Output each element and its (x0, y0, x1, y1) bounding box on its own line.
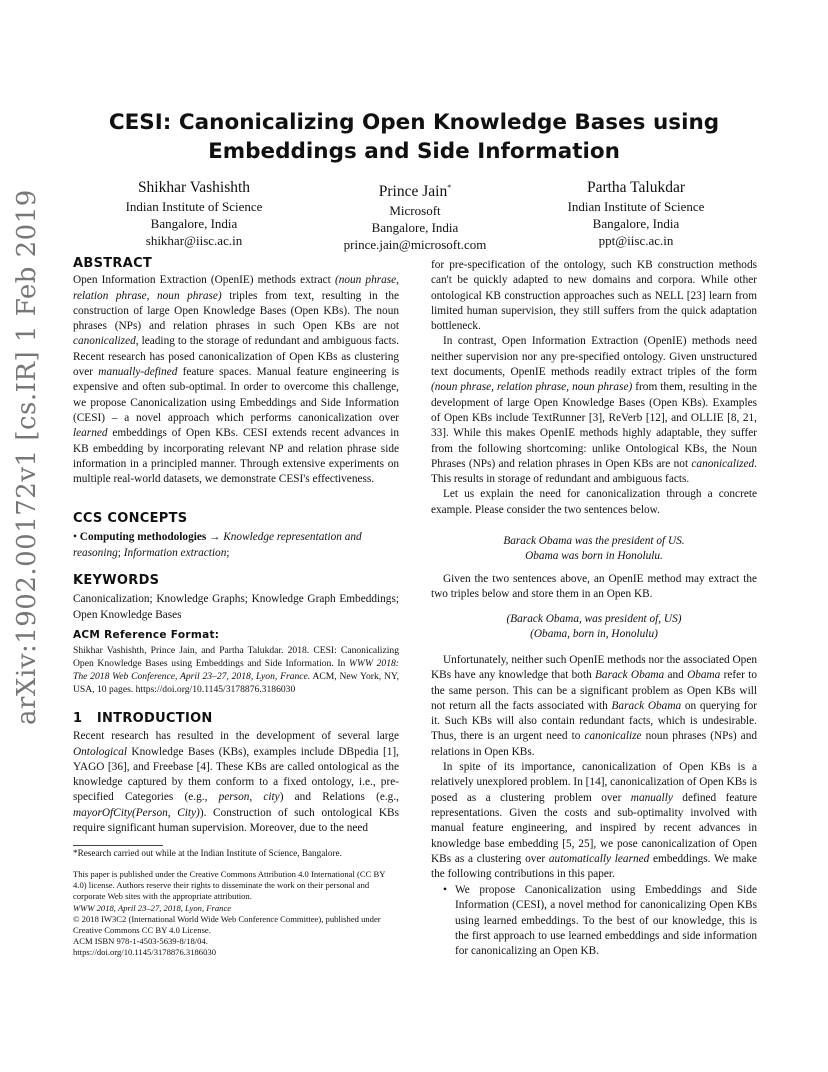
acm-reference-heading: ACM Reference Format: (73, 629, 220, 641)
author-affiliation: Microsoft (389, 203, 441, 219)
example-sentence: Obama was born in Honolulu. (525, 550, 663, 563)
ccs-text: • Computing methodologies → Knowledge representation and reasoning; Information extraction; (73, 531, 362, 559)
acm-reference (73, 629, 399, 696)
paragraph: Given the two sentences above, an OpenIE method may extract the two triples below and store them in an Open KB. (431, 573, 757, 601)
introduction-text: Recent research has resulted in the development of several large Ontological Knowledge Bases (KBs), examples include DBpedia [1], YAGO [36], and Freebase [4]. These KBs are called ontological as the knowledge captured by them conform to a fixed ontology, i.e., pre-specified Categories (e.g., person, city) and Relations (e.g., mayorOfCity(Person, City)). Construction of such ontological KBs require significant human supervision. Moreover, due to the need (73, 730, 399, 835)
acm-reference-text: Shikhar Vashishth, Prince Jain, and Partha Talukdar. 2018. CESI: Canonicalizing Open Knowledge Bases using Embeddings and Side Information. In WWW 2018: The 2018 Web Conference, April 23–27, 2018, Lyon, France. ACM, New York, NY, USA, 10 pages. https://doi.org/10.1145/3178876.3186030 (73, 645, 399, 695)
keywords-text: Canonicalization; Knowledge Graphs; Knowledge Graph Embeddings; Open Knowledge Bases (73, 593, 399, 621)
abstract-section (73, 256, 399, 487)
author-footnote-mark: * (447, 183, 452, 192)
introduction-heading: 1 INTRODUCTION (73, 711, 213, 726)
example-triple: (Barack Obama, was president of, US) (506, 613, 682, 625)
author-block-3 (516, 178, 756, 249)
author-name: Shikhar Vashishth (137, 179, 251, 196)
paragraph: In contrast, Open Information Extraction (OpenIE) methods need neither supervision nor any pre-specified ontology. Given unstructured text documents, OpenIE methods readily extract triples of the form (noun phrase, relation phrase, noun phrase) from them, resulting in the development of large Open Knowledge Bases (Open KBs). Examples of Open KBs include TextRunner [3], ReVerb [12], and OLLIE [8, 21, 33]. While this makes OpenIE methods highly adaptable, they suffer from the following shortcoming: unlike Ontological KBs, the Noun Phrases (NPs) and relation phrases in Open KBs are not canonicalized. This results in storage of redundant and ambiguous facts. (431, 335, 757, 486)
author-name: Prince Jain (378, 183, 448, 201)
title-line-1: CESI: Canonicalizing Open Knowledge Bases using (108, 110, 720, 135)
paragraph: for pre-specification of the ontology, such KB construction methods can't be quickly adapted to new domains and corpora. While other ontological KB construction approaches such as NELL [23] learn from limited human supervision, they still suffers from the quick adaptation bottleneck. (431, 259, 757, 333)
paragraph: In spite of its importance, canonicalization of Open KBs is a relatively unexplored problem. In [14], canonicalization of Open KBs is posed as a clustering problem over manually defined feature representations. Given the costs and sub-optimality involved with manual feature engineering, and inspired by recent advances in knowledge base embedding [5, 25], we pose canonicalization of Open KBs as a clustering over automatically learned embeddings. We make the following contributions in this paper. (431, 761, 757, 881)
license-block: This paper is published under the Creative Commons Attribution 4.0 International (CC BY 4.0) license. Authors reserve their rights to disseminate the work on their personal and corporate Web sites with the appropriate attribution. WWW 2018, April 23–27, 2018, Lyon, France © 2018 IW3C2 (International World Wide Web Conference Committee), published under Creative Commons CC BY 4.0 License. ACM ISBN 978-1-4503-5639-8/18/04. https://doi.org/10.1145/3178876.3186030 (73, 869, 386, 958)
arxiv-identifier: arXiv:1902.00172v1 [cs.IR] 1 Feb 2019 (12, 189, 42, 725)
example-sentences (431, 534, 757, 565)
author-name: Partha Talukdar (586, 179, 686, 196)
author-affiliation: Indian Institute of Science (125, 199, 263, 214)
author-email: shikhar@iisc.ac.in (145, 233, 243, 248)
author-email: ppt@iisc.ac.in (598, 233, 674, 248)
ccs-section (73, 511, 399, 561)
contribution-bullet (443, 883, 757, 959)
abstract-heading: ABSTRACT (73, 256, 153, 271)
example-sentence: Barack Obama was the president of US. (503, 535, 685, 547)
introduction-section (73, 711, 399, 836)
keywords-section (73, 573, 399, 623)
paper-title (60, 108, 768, 166)
bullet-icon: • (443, 884, 447, 896)
abstract-text: Open Information Extraction (OpenIE) methods extract (noun phrase, relation phrase, noun phrase) triples from text, resulting in the construction of large Open Knowledge Bases (Open KBs). The noun phrases (NPs) and relation phrases in such Open KBs are not canonicalized, leading to the storage of redundant and ambiguous facts. Recent research has posed canonicalization of Open KBs as clustering over manually-defined feature spaces. Manual feature engineering is expensive and often sub-optimal. In order to overcome this challenge, we propose Canonicalization using Embeddings and Side Information (CESI) – a novel approach which performs canonicalization over learned embeddings of Open KBs. CESI extends recent advances in KB embedding by incorporating relevant NP and relation phrase side information in a principled manner. Through extensive experiments on multiple real-world datasets, we demonstrate CESI's effectiveness. (73, 274, 400, 486)
author-location: Bangalore, India (592, 216, 680, 231)
footnote-rule (73, 845, 163, 846)
right-column-text (431, 258, 757, 518)
paragraph: Unfortunately, neither such OpenIE methods nor the associated Open KBs have any knowledge that both Barack Obama and Obama refer to the same person. This can be a significant problem as Open KBs will not return all the facts associated with Barack Obama on querying for it. Such KBs will also contain redundant facts, which is undesirable. Thus, there is an urgent need to canonicalize noun phrases (NPs) and relations in Open KBs. (431, 654, 757, 758)
example-triple: (Obama, born in, Honolulu) (530, 628, 658, 641)
author-email: prince.jain@microsoft.com (343, 237, 487, 253)
author-block-2 (295, 178, 535, 253)
footnote: *Research carried out while at the Indian Institute of Science, Bangalore. (73, 848, 342, 858)
contribution-text: We propose Canonicalization using Embeddings and Side Information (CESI), a novel method for canonicalizing Open KBs using learned embeddings. To the best of our knowledge, this is the first approach to use learned embeddings and side information for canonicalizing an Open KB. (455, 884, 757, 958)
paragraph: Let us explain the need for canonicalization through a concrete example. Please consider the two sentences below. (431, 488, 757, 516)
ccs-heading: CCS CONCEPTS (73, 511, 188, 526)
author-block-1 (74, 178, 314, 249)
example-triples (431, 612, 757, 643)
title-line-2: Embeddings and Side Information (208, 139, 620, 164)
author-location: Bangalore, India (150, 216, 238, 231)
author-affiliation: Indian Institute of Science (567, 199, 705, 214)
keywords-heading: KEYWORDS (73, 573, 160, 588)
right-column-text-2 (431, 653, 757, 882)
author-location: Bangalore, India (371, 220, 459, 236)
